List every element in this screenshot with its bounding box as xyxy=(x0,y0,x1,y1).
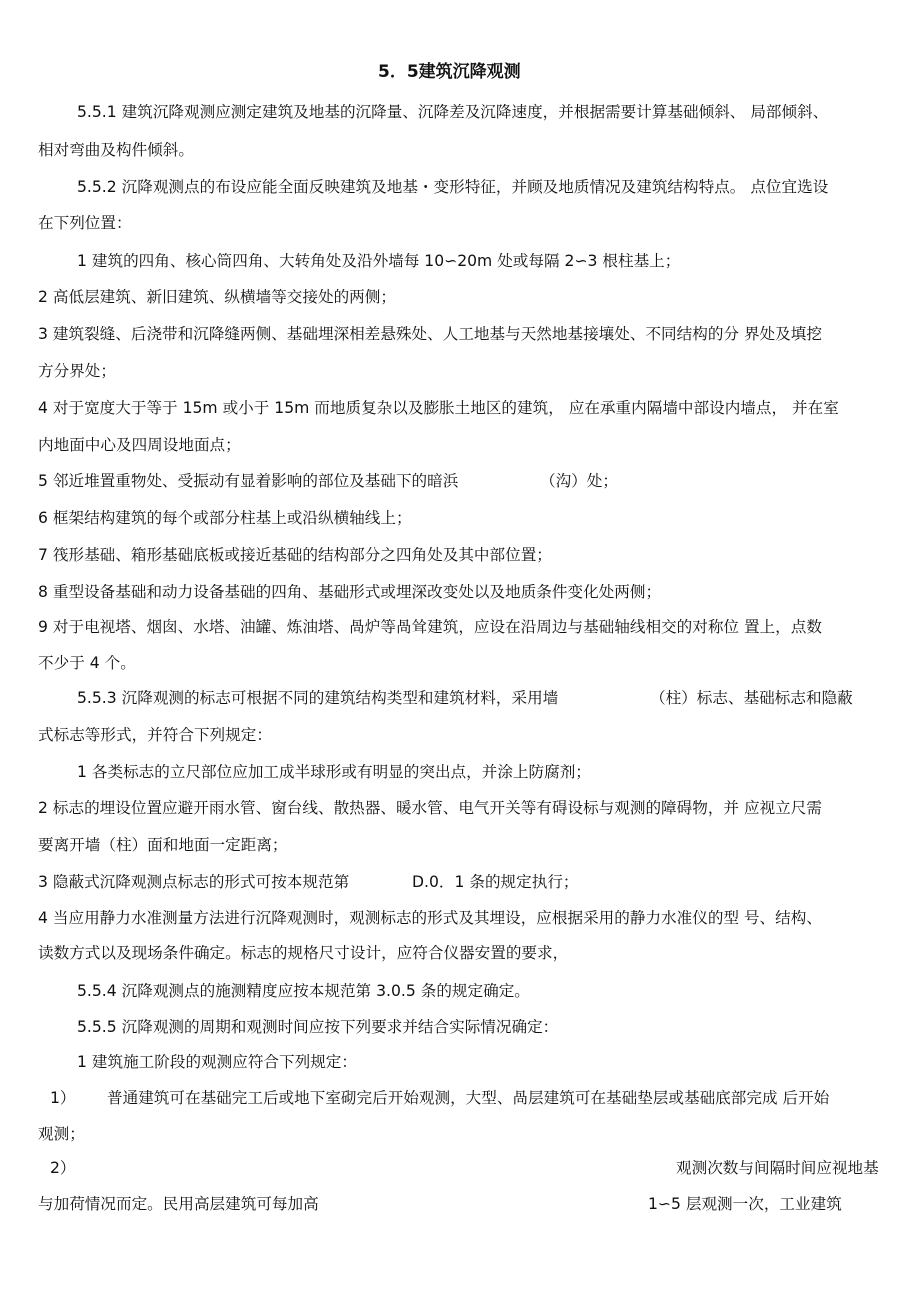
paragraph-line: 5.5.2 沉降观测点的布设应能全面反映建筑及地基・变形特征，并顾及地质情况及建筑结构特点。 点位宜选设 xyxy=(77,178,829,196)
section-title: 5．5建筑沉降观测 xyxy=(378,62,521,82)
paragraph-line: 读数方式以及现场条件确定。标志的规格尺寸设计，应符合仪器安置的要求， xyxy=(38,944,569,962)
paragraph-line: 不少于 4 个。 xyxy=(38,654,136,672)
list-marker: 1） xyxy=(50,1089,76,1107)
paragraph-line-continuation: 1∽5 层观测一次，工业建筑 xyxy=(648,1195,842,1213)
paragraph-line: 4 对于宽度大于等于 15m 或小于 15m 而地质复杂以及膨胀土地区的建筑， 应在承重内隔墙中部设内墙点， 并在室 xyxy=(38,399,839,417)
paragraph-line: 在下列位置： xyxy=(38,214,132,232)
paragraph-line: 7 筏形基础、箱形基础底板或接近基础的结构部分之四角处及其中部位置； xyxy=(38,546,552,564)
paragraph-line: 6 框架结构建筑的每个或部分柱基上或沿纵横轴线上； xyxy=(38,509,412,527)
paragraph-line: 式标志等形式，并符合下列规定： xyxy=(38,726,272,744)
paragraph-line-continuation: （柱）标志、基础标志和隐蔽 xyxy=(650,689,853,707)
paragraph-line: 普通建筑可在基础完工后或地下室砌完后开始观测，大型、咼层建筑可在基础垫层或基础底部完成 后开始 xyxy=(107,1089,830,1107)
list-marker: 2） xyxy=(50,1159,76,1177)
paragraph-line: 1 建筑施工阶段的观测应符合下列规定： xyxy=(77,1053,357,1071)
paragraph-line: 2 标志的埋设位置应避开雨水管、窗台线、散热器、暖水管、电气开关等有碍设标与观测的障碍物，并 应视立尺需 xyxy=(38,799,822,817)
paragraph-line: 5.5.5 沉降观测的周期和观测时间应按下列要求并结合实际情况确定： xyxy=(77,1018,559,1036)
paragraph-line: 3 隐蔽式沉降观测点标志的形式可按本规范第 xyxy=(38,873,350,891)
paragraph-line: 2 高低层建筑、新旧建筑、纵横墙等交接处的两侧； xyxy=(38,288,396,306)
paragraph-line: 9 对于电视塔、烟囱、水塔、油罐、炼油塔、咼炉等咼耸建筑，应设在沿周边与基础轴线相交的对称位 置上，点数 xyxy=(38,618,822,636)
paragraph-line: 方分界处； xyxy=(38,362,116,380)
paragraph-line: 4 当应用静力水准测量方法进行沉降观测时，观测标志的形式及其埋设，应根据采用的静力水准仪的型 号、结构、 xyxy=(38,909,822,927)
paragraph-line: 1 各类标志的立尺部位应加工成半球形或有明显的突出点，并涂上防腐剂； xyxy=(77,763,591,781)
paragraph-line: 8 重型设备基础和动力设备基础的四角、基础形式或埋深改变处以及地质条件变化处两侧； xyxy=(38,583,662,601)
paragraph-line: 5 邻近堆置重物处、受振动有显着影响的部位及基础下的暗浜 xyxy=(38,472,459,490)
paragraph-line: 与加荷情况而定。民用高层建筑可每加高 xyxy=(38,1195,319,1213)
paragraph-line: 观测； xyxy=(38,1125,85,1143)
paragraph-line: 5.5.3 沉降观测的标志可根据不同的建筑结构类型和建筑材料，采用墙 xyxy=(77,689,559,707)
paragraph-line: 1 建筑的四角、核心筒四角、大转角处及沿外墙每 10∽20m 处或每隔 2∽3 根柱基上； xyxy=(77,252,681,270)
paragraph-line-continuation: （沟）处； xyxy=(540,472,618,490)
paragraph-line: 5.5.1 建筑沉降观测应测定建筑及地基的沉降量、沉降差及沉降速度，并根据需要计算基础倾斜、 局部倾斜、 xyxy=(77,103,829,121)
paragraph-line: 内地面中心及四周设地面点； xyxy=(38,436,241,454)
paragraph-line: 相对弯曲及构件倾斜。 xyxy=(38,141,194,159)
paragraph-line-continuation: D.0．1 条的规定执行； xyxy=(412,873,579,891)
paragraph-line: 3 建筑裂缝、后浇带和沉降缝两侧、基础埋深相差悬殊处、人工地基与天然地基接壤处、不同结构的分 界处及填挖 xyxy=(38,325,822,343)
paragraph-line: 要离开墙（柱）面和地面一定距离； xyxy=(38,836,288,854)
paragraph-line: 5.5.4 沉降观测点的施测精度应按本规范第 3.0.5 条的规定确定。 xyxy=(77,982,530,1000)
paragraph-line: 观测次数与间隔时间应视地基 xyxy=(676,1159,879,1177)
